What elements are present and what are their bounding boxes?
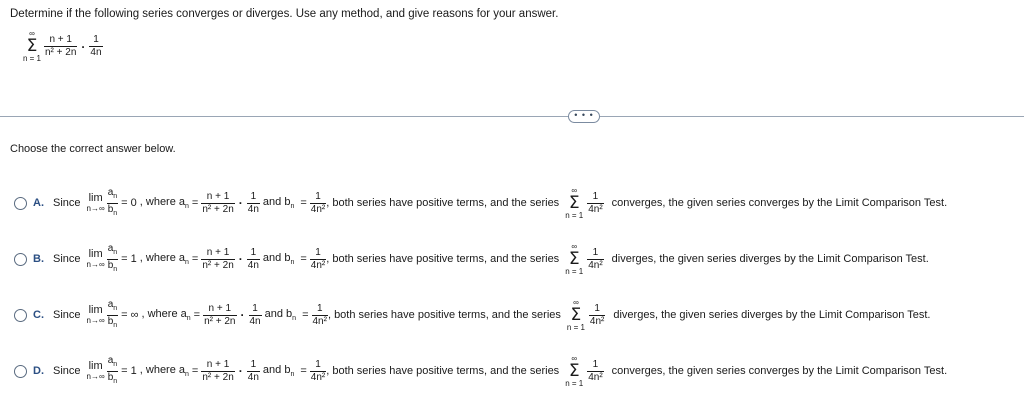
and-bn-text: and $b_n$ [264, 308, 297, 322]
and-bn-text: and $b_n$ [262, 252, 295, 266]
answer-option-c[interactable] [14, 292, 1014, 338]
comparison-series-term: $\frac{1}{\text{4n²}}$ [588, 358, 603, 383]
answer-option-d[interactable] [14, 348, 1014, 394]
limit-value: = ∞ [121, 309, 139, 321]
equals-sign: = [302, 309, 309, 321]
sigma-icon: Σ [568, 248, 580, 269]
since-text: Since [53, 253, 81, 265]
option-letter: A. [33, 197, 44, 209]
limit-operator: lim n→∞ [86, 248, 105, 269]
series-fraction-2: $\frac{1}{4n}$ [90, 34, 102, 58]
an-expression: $\frac{n + 1}{\text{n² + 2n}}$ · $\frac{1}{4n}$ [204, 302, 261, 327]
limit-operator: lim n→∞ [86, 192, 105, 213]
equals-sign: = [193, 309, 201, 321]
bn-expression: $\frac{1}{\text{4n²}}$ [310, 190, 326, 215]
where-an-text: , where $a_n$ [139, 196, 189, 210]
sum-upper-limit: ∞ [29, 29, 35, 38]
radio-button[interactable] [14, 365, 27, 378]
ratio-fraction: $\frac{a_n}{b_n}$ [107, 186, 118, 217]
sigma-icon: Σ [568, 192, 580, 213]
ratio-fraction: $\frac{a_n}{b_n}$ [107, 298, 118, 329]
equals-sign: = [191, 365, 199, 377]
equals-sign: = [300, 365, 307, 377]
limit-value: = 0 [121, 197, 137, 209]
an-expression: $\frac{n + 1}{\text{n² + 2n}}$ · $\frac{1}{4n}$ [202, 358, 259, 383]
where-an-text: , where $a_n$ [139, 252, 189, 266]
sigma-icon: Σ [570, 304, 582, 325]
question-series [22, 30, 142, 80]
answer-option-b[interactable] [14, 236, 1014, 282]
limit-value: = 1 [121, 253, 137, 265]
sum-lower-limit: n = 1 [22, 54, 41, 63]
bn-expression: $\frac{1}{\text{4n²}}$ [312, 302, 327, 327]
conclusion-text: converges, the given series converges by the Limit Comparison Test. [611, 365, 948, 377]
answer-prompt: Choose the correct answer below. [10, 143, 176, 155]
bn-expression: $\frac{1}{\text{4n²}}$ [310, 358, 326, 383]
where-an-text: , where $a_n$ [139, 364, 189, 378]
radio-button[interactable] [14, 197, 27, 210]
comparison-series-term: $\frac{1}{\text{4n²}}$ [588, 246, 603, 271]
since-text: Since [53, 365, 81, 377]
conclusion-text: diverges, the given series diverges by the Limit Comparison Test. [613, 309, 931, 321]
limit-value: = 1 [121, 365, 137, 377]
option-letter: D. [33, 365, 44, 377]
comparison-series-term: $\frac{1}{\text{4n²}}$ [588, 190, 603, 215]
option-letter: C. [33, 309, 44, 321]
an-expression: $\frac{n + 1}{\text{n² + 2n}}$ · $\frac{1}{4n}$ [202, 190, 259, 215]
answer-option-a[interactable] [14, 180, 1014, 226]
more-button[interactable]: • • • [568, 110, 600, 123]
series-fraction-1: $\frac{n + 1}{\text{n² + 2n}}$ [45, 34, 77, 58]
radio-button[interactable] [14, 253, 27, 266]
radio-button[interactable] [14, 309, 27, 322]
equals-sign: = [300, 253, 307, 265]
ratio-fraction: $\frac{a_n}{b_n}$ [107, 354, 118, 385]
multiply-dot: · [81, 39, 86, 54]
comparison-series-sum: ∞ Σ n = 1 [565, 353, 584, 388]
an-expression: $\frac{n + 1}{\text{n² + 2n}}$ · $\frac{1}{4n}$ [202, 246, 259, 271]
positive-terms-text: , both series have positive terms, and the series [327, 309, 561, 321]
sigma-icon: Σ [568, 360, 580, 381]
where-an-text: , where $a_n$ [141, 308, 191, 322]
conclusion-text: converges, the given series converges by the Limit Comparison Test. [611, 197, 948, 209]
equals-sign: = [300, 197, 307, 209]
and-bn-text: and $b_n$ [262, 196, 295, 210]
option-letter: B. [33, 253, 44, 265]
comparison-series-term: $\frac{1}{\text{4n²}}$ [589, 302, 605, 327]
ratio-fraction: $\frac{a_n}{b_n}$ [107, 242, 118, 273]
comparison-series-sum: ∞ Σ n = 1 [566, 297, 585, 332]
bn-expression: $\frac{1}{\text{4n²}}$ [310, 246, 326, 271]
positive-terms-text: , both series have positive terms, and the series [326, 197, 560, 209]
comparison-series-sum: ∞ Σ n = 1 [565, 241, 584, 276]
conclusion-text: diverges, the given series diverges by the Limit Comparison Test. [611, 253, 929, 265]
equals-sign: = [191, 253, 199, 265]
sigma-icon: Σ [26, 36, 38, 56]
comparison-series-sum: ∞ Σ n = 1 [565, 185, 584, 220]
section-divider [0, 116, 1024, 117]
limit-operator: lim n→∞ [86, 360, 105, 381]
question-text: Determine if the following series converges or diverges. Use any method, and give reasons for your answer. [10, 8, 559, 20]
since-text: Since [53, 197, 81, 209]
since-text: Since [53, 309, 81, 321]
and-bn-text: and $b_n$ [262, 364, 295, 378]
positive-terms-text: , both series have positive terms, and the series [326, 365, 560, 377]
positive-terms-text: , both series have positive terms, and the series [326, 253, 560, 265]
limit-operator: lim n→∞ [86, 304, 105, 325]
equals-sign: = [191, 197, 199, 209]
